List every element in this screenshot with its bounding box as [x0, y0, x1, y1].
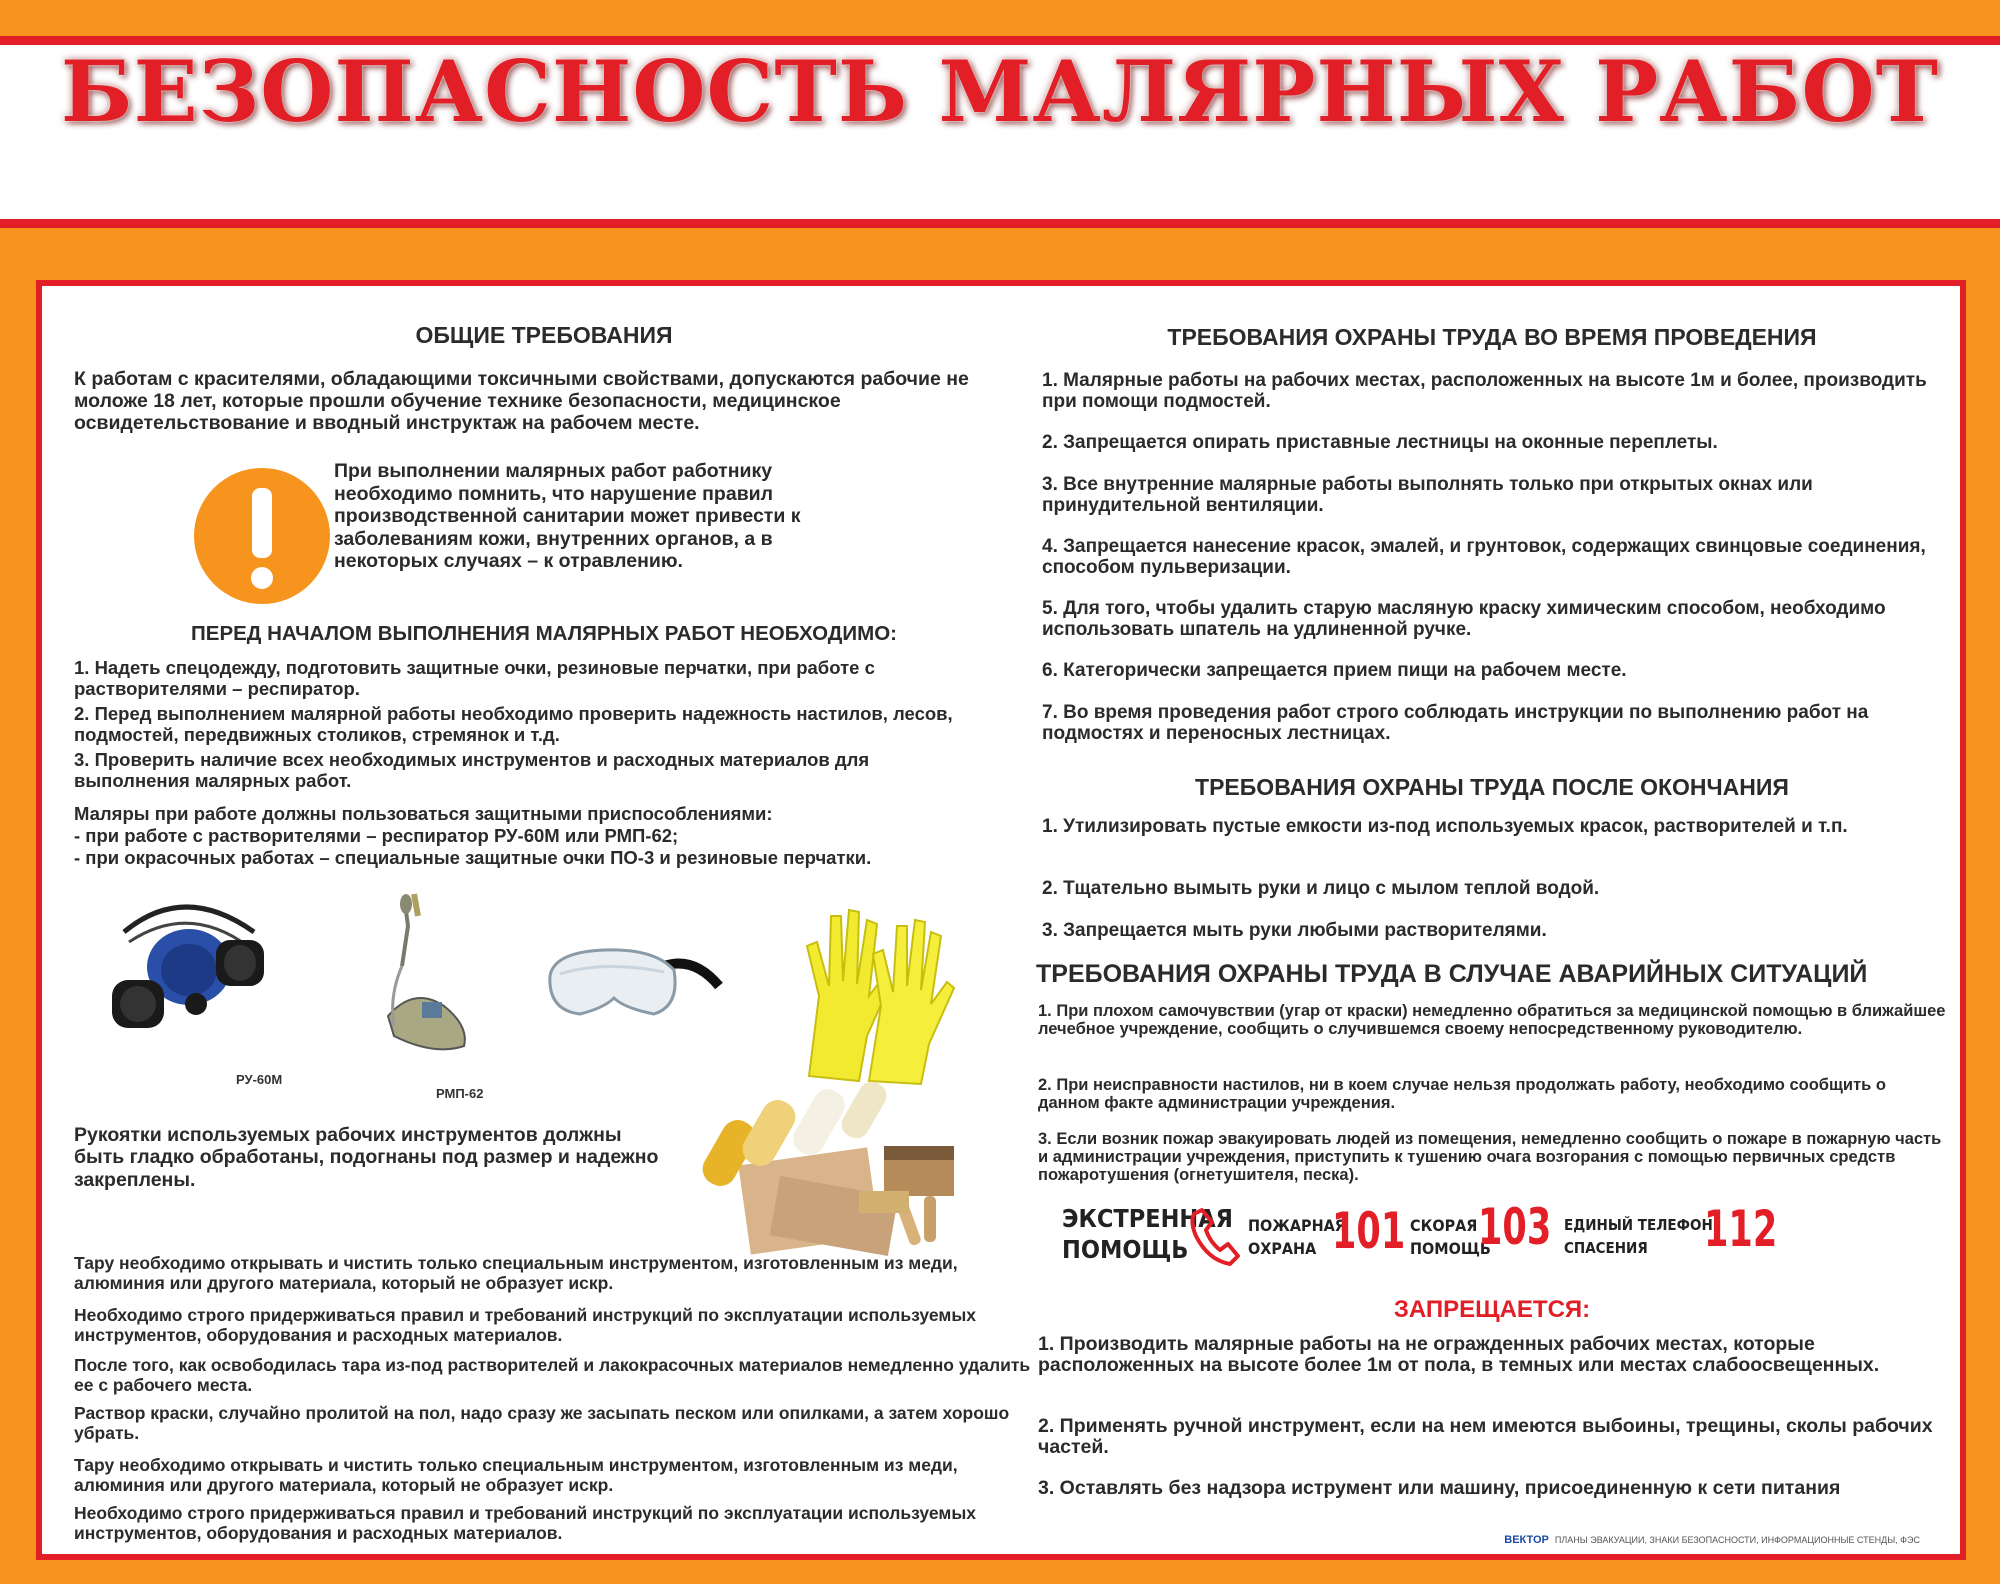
ambulance-label-1: СКОРАЯ — [1410, 1216, 1478, 1235]
bottom-item-1: Тару необходимо открывать и чистить только специальным инструментом, изготовленным из меди, алюминия или другого материала, который не образует искр. — [74, 1253, 958, 1293]
before-heading: ПЕРЕД НАЧАЛОМ ВЫПОЛНЕНИЯ МАЛЯРНЫХ РАБОТ НЕОБХОДИМО: — [191, 622, 897, 645]
phone-icon — [1188, 1206, 1240, 1266]
forbidden-item-1: 1. Производить малярные работы на не огражденных рабочих местах, которые расположенных на высоте более 1м от пола, в темных или местах слабоосвещенных. — [1038, 1333, 1880, 1377]
bottom-item-3: После того, как освободилась тара из-под растворителей и лакокрасочных материалов немедленно удалить ее с рабочего места. — [74, 1355, 1031, 1395]
gloves-image — [789, 886, 959, 1086]
after-heading: ТРЕБОВАНИЯ ОХРАНЫ ТРУДА ПОСЛЕ ОКОНЧАНИЯ — [1195, 774, 1789, 800]
unified-number: 112 — [1704, 1200, 1778, 1258]
footer — [1504, 1534, 1920, 1546]
fire-number: 101 — [1332, 1202, 1406, 1260]
fire-label-1: ПОЖАРНАЯ — [1248, 1216, 1346, 1235]
caption-ru60m: РУ-60М — [236, 1072, 283, 1087]
caption-rmp62: РМП-62 — [436, 1086, 484, 1101]
respirator-rmp-image — [374, 886, 474, 1056]
footer-brand: ВЕКТОР — [1504, 1534, 1549, 1546]
after-item-2: 2. Тщательно вымыть руки и лицо с мылом теплой водой. — [1042, 878, 1600, 899]
general-text: К работам с красителями, обладающими токсичными свойствами, допускаются рабочие не моложе 18 лет, которые прошли обучение технике безопасности, медицинское освидетельствование и вводный инструктаж на рабочем месте. — [74, 368, 969, 435]
after-item-1: 1. Утилизировать пустые емкости из-под используемых красок, растворителей и т.п. — [1042, 816, 1848, 837]
handles-text: Рукоятки используемых рабочих инструментов должны быть гладко обработаны, подогнаны под размер и надежно закреплены. — [74, 1124, 659, 1191]
emergency-heading: ТРЕБОВАНИЯ ОХРАНЫ ТРУДА В СЛУЧАЕ АВАРИЙНЫХ СИТУАЦИЙ — [1036, 960, 1868, 988]
during-item-6: 6. Категорически запрещается прием пищи на рабочем месте. — [1042, 660, 1627, 681]
emergency-item-2: 2. При неисправности настилов, ни в коем случае нельзя продолжать работу, необходимо сообщить о данном факте администрации учреждения. — [1038, 1076, 1886, 1113]
during-item-4: 4. Запрещается нанесение красок, эмалей, и грунтовок, содержащих свинцовые соединения, способом пульверизации. — [1042, 536, 1926, 579]
after-item-3: 3. Запрещается мыть руки любыми растворителями. — [1042, 920, 1547, 941]
forbidden-heading: ЗАПРЕЩАЕТСЯ: — [1393, 1296, 1591, 1323]
before-item-1: 1. Надеть спецодежду, подготовить защитные очки, резиновые перчатки, при работе с растворителями – респиратор. — [74, 657, 875, 699]
paint-rollers-image — [684, 1076, 974, 1256]
footer-tagline: ПЛАНЫ ЭВАКУАЦИИ, ЗНАКИ БЕЗОПАСНОСТИ, ИНФОРМАЦИОННЫЕ СТЕНДЫ, ФЭС — [1554, 1535, 1920, 1545]
content-panel — [36, 280, 1966, 1560]
forbidden-item-3: 3. Оставлять без надзора иструмент или машину, присоединенную к сети питания — [1038, 1477, 1841, 1499]
during-heading: ТРЕБОВАНИЯ ОХРАНЫ ТРУДА ВО ВРЕМЯ ПРОВЕДЕНИЯ — [1167, 324, 1817, 350]
emergency-help-label-2: ПОМОЩЬ — [1062, 1235, 1189, 1264]
during-item-3: 3. Все внутренние малярные работы выполнять только при открытых окнах или принудительной вентиляции. — [1042, 474, 1813, 517]
general-heading: ОБЩИЕ ТРЕБОВАНИЯ — [415, 322, 673, 348]
protection-text-3: - при окрасочных работах – специальные защитные очки ПО-3 и резиновые перчатки. — [74, 847, 872, 868]
goggles-image — [544, 936, 724, 1036]
forbidden-item-2: 2. Применять ручной инструмент, если на нем имеются выбоины, трещины, сколы рабочих частей. — [1038, 1415, 1933, 1459]
unified-label-2: СПАСЕНИЯ — [1564, 1239, 1648, 1257]
ambulance-number: 103 — [1478, 1198, 1552, 1256]
emergency-item-3: 3. Если возник пожар эвакуировать людей из помещения, немедленно сообщить о пожаре в пожарную часть и администрации учреждения, приступить к тушению очага возгорания с помощью первичных средств пожаротушения (огнетушителя, песка). — [1038, 1130, 1942, 1185]
emergency-item-1: 1. При плохом самочувствии (угар от краски) немедленно обратиться за медицинской помощью в ближайшее лечебное учреждение, сообщить о случившемся своему непосредственному руководителю. — [1038, 1002, 1946, 1039]
exclamation-icon — [192, 466, 332, 606]
emergency-help-label-1: ЭКСТРЕННАЯ — [1062, 1204, 1233, 1233]
fire-label-2: ОХРАНА — [1248, 1239, 1317, 1258]
before-item-2: 2. Перед выполнением малярной работы необходимо проверить надежность настилов, лесов, подмостей, передвижных столиков, стремянок и т.д. — [74, 703, 953, 745]
during-item-2: 2. Запрещается опирать приставные лестницы на оконные переплеты. — [1042, 432, 1718, 453]
protection-text-2: - при работе с растворителями – респиратор РУ-60М или РМП-62; — [74, 825, 679, 846]
ambulance-label-2: ПОМОЩЬ — [1410, 1239, 1491, 1258]
bottom-item-4: Раствор краски, случайно пролитой на пол, надо сразу же засыпать песком или опилками, а затем хорошо убрать. — [74, 1403, 1010, 1443]
respirator-image — [104, 892, 274, 1052]
bottom-item-2: Необходимо строго придерживаться правил и требований инструкций по эксплуатации используемых инструментов, оборудования и расходных материалов. — [74, 1305, 977, 1345]
unified-label-1: ЕДИНЫЙ ТЕЛЕФОН — [1564, 1216, 1713, 1234]
during-item-7: 7. Во время проведения работ строго соблюдать инструкции по выполнению работ на подмостях и переносных лестницах. — [1042, 702, 1869, 745]
warning-text: При выполнении малярных работ работнику необходимо помнить, что нарушение правил производственной санитарии может привести к заболеваниям кожи, внутренних органов, а в некоторых случаях – к отравлению. — [334, 460, 801, 573]
protection-text-1: Маляры при работе должны пользоваться защитными приспособлениями: — [74, 803, 773, 824]
during-item-1: 1. Малярные работы на рабочих местах, расположенных на высоте 1м и более, производить при помощи подмостей. — [1042, 370, 1927, 413]
before-item-3: 3. Проверить наличие всех необходимых инструментов и расходных материалов для выполнения малярных работ. — [74, 749, 870, 791]
bottom-item-6: Необходимо строго придерживаться правил и требований инструкций по эксплуатации используемых инструментов, оборудования и расходных материалов. — [74, 1503, 977, 1543]
page-title: БЕЗОПАСНОСТЬ МАЛЯРНЫХ РАБОТ — [60, 42, 1940, 141]
during-item-5: 5. Для того, чтобы удалить старую масляную краску химическим способом, необходимо использовать шпатель на удлиненной ручке. — [1042, 598, 1886, 641]
bottom-item-5: Тару необходимо открывать и чистить только специальным инструментом, изготовленным из меди, алюминия или другого материала, который не образует искр. — [74, 1455, 958, 1495]
